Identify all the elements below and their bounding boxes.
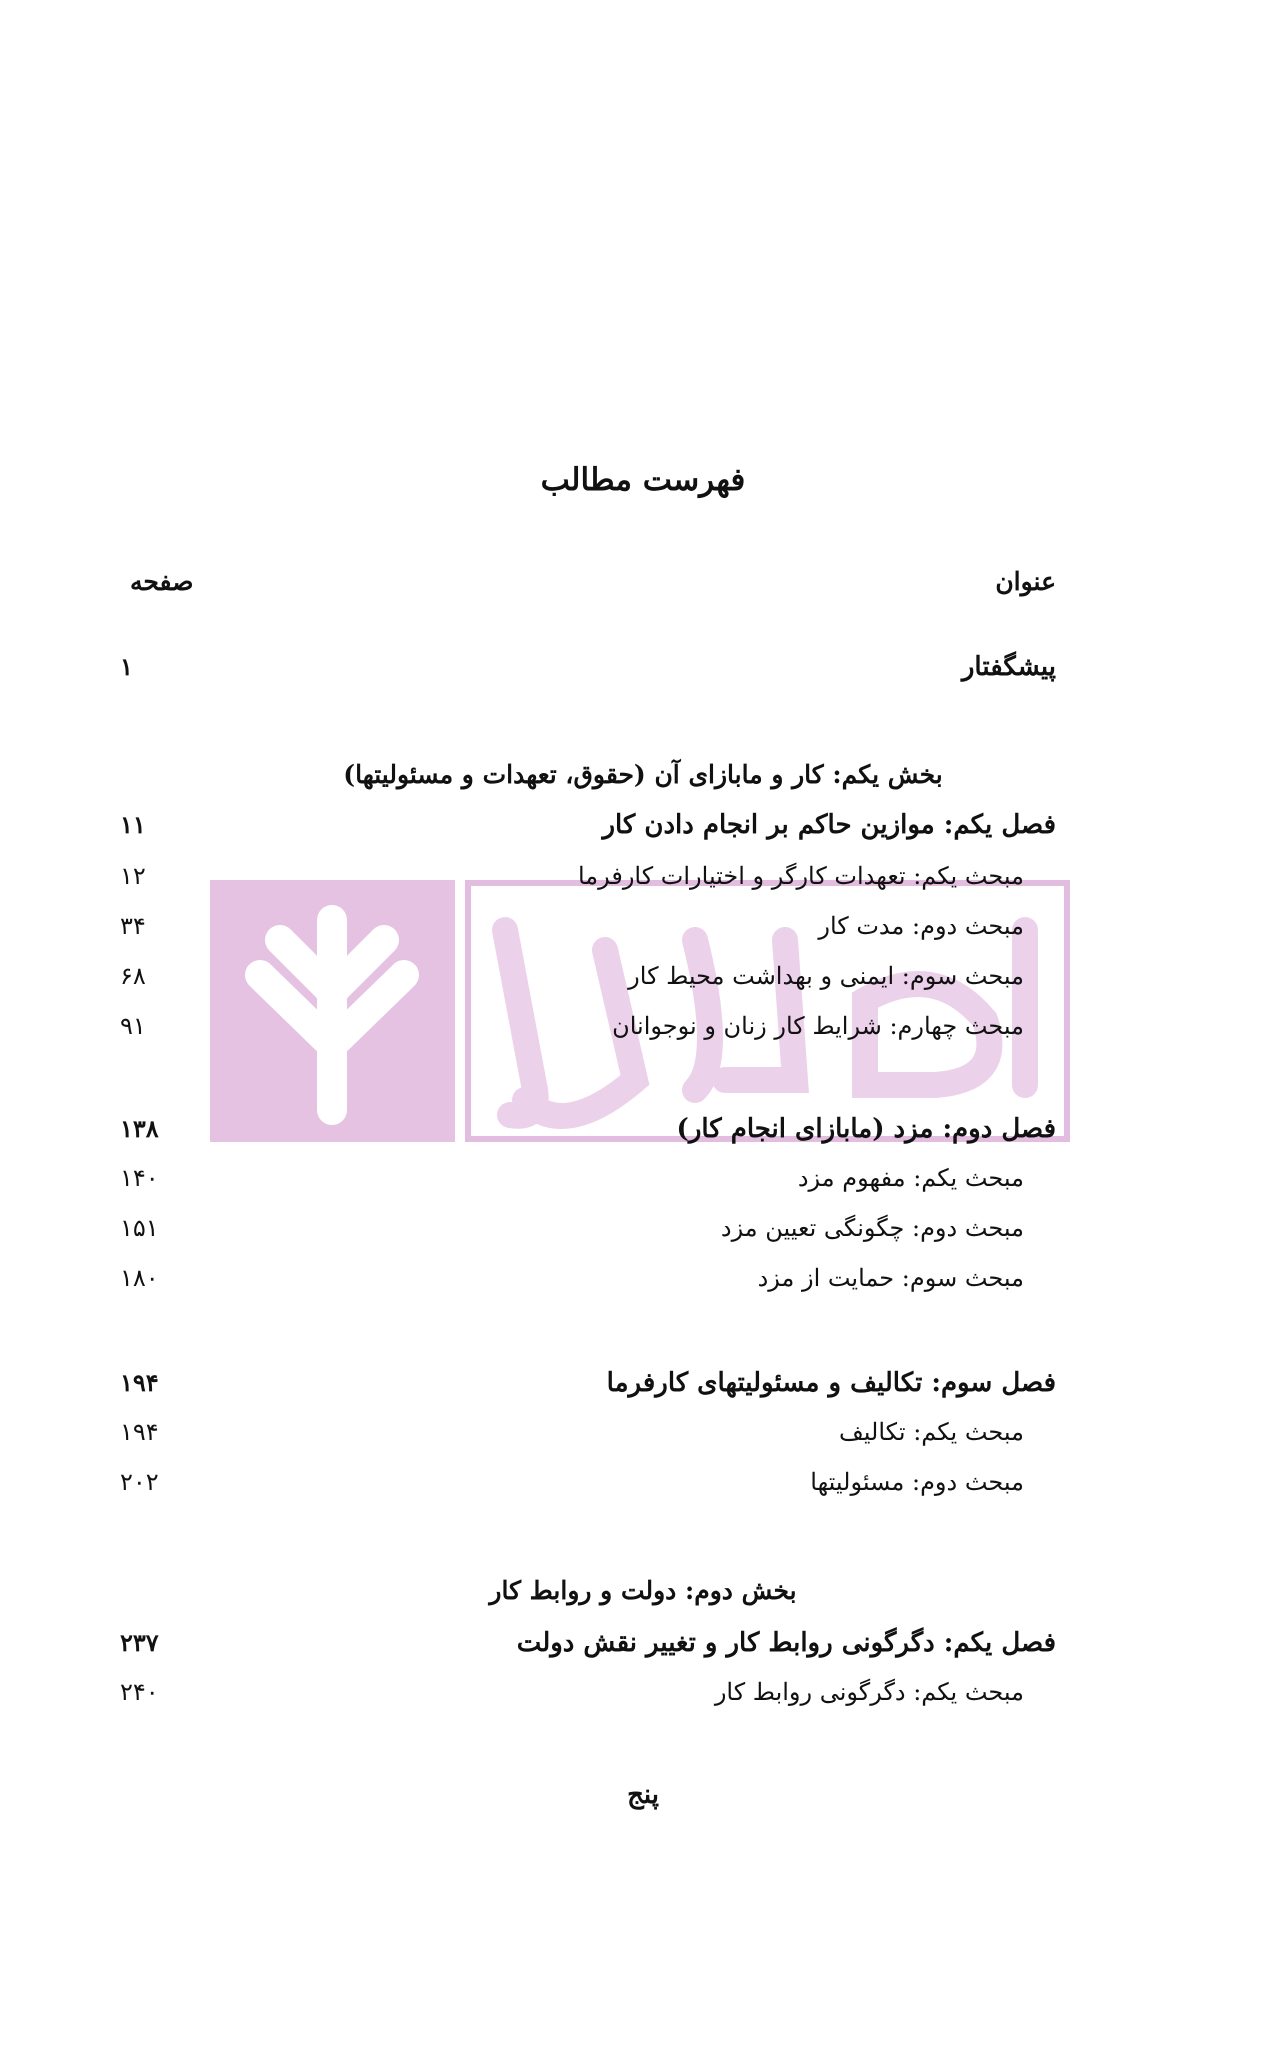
entry-page: ۱۸۰ xyxy=(120,1264,159,1292)
entry-label: مبحث سوم: ایمنی و بهداشت محیط کار xyxy=(628,962,1024,990)
entry-label: مبحث یکم: تکالیف xyxy=(838,1418,1024,1446)
entry-page: ۱۳۸ xyxy=(120,1114,159,1143)
toc-entry-intro xyxy=(0,652,1286,696)
page-number-footer: پنج xyxy=(627,1780,659,1810)
toc-chapter xyxy=(0,1114,1286,1158)
toc-part-heading xyxy=(0,1576,1286,1620)
entry-page: ۲۴۰ xyxy=(120,1678,159,1706)
entry-label: مبحث یکم: دگرگونی روابط کار xyxy=(714,1678,1024,1706)
entry-label: مبحث یکم: مفهوم مزد xyxy=(797,1164,1024,1192)
toc-chapter xyxy=(0,1368,1286,1412)
entry-page: ۱۵۱ xyxy=(120,1214,159,1242)
toc-section xyxy=(0,1678,1286,1722)
toc-section xyxy=(0,962,1286,1006)
entry-label: مبحث دوم: مدت کار xyxy=(818,912,1024,940)
entry-page: ۱۲ xyxy=(120,862,146,890)
entry-page: ۱۹۴ xyxy=(120,1368,159,1397)
entry-label: فصل سوم: تکالیف و مسئولیتهای کارفرما xyxy=(606,1368,1056,1398)
entry-label: مبحث چهارم: شرایط کار زنان و نوجوانان xyxy=(612,1012,1024,1040)
entry-label: مبحث دوم: مسئولیتها xyxy=(810,1468,1024,1496)
entry-page: ۳۴ xyxy=(120,912,146,940)
entry-label: مبحث سوم: حمایت از مزد xyxy=(757,1264,1024,1292)
page-title: فهرست مطالب xyxy=(540,462,746,498)
toc-section xyxy=(0,1214,1286,1258)
toc-section xyxy=(0,1264,1286,1308)
entry-label: مبحث یکم: تعهدات کارگر و اختیارات کارفرما xyxy=(577,862,1024,890)
entry-page: ۹۱ xyxy=(120,1012,146,1040)
toc-chapter xyxy=(0,1628,1286,1672)
toc-section xyxy=(0,1418,1286,1462)
toc-section xyxy=(0,912,1286,956)
entry-label: فصل یکم: دگرگونی روابط کار و تغییر نقش دولت xyxy=(516,1628,1056,1658)
title-column-header: عنوان xyxy=(995,567,1056,596)
part-label: بخش یکم: کار و مابازای آن (حقوق، تعهدات و مسئولیتها) xyxy=(343,760,943,789)
entry-page: ۶۸ xyxy=(120,962,146,990)
toc-section xyxy=(0,1164,1286,1208)
toc-part-heading xyxy=(0,760,1286,804)
entry-page: ۱۱ xyxy=(120,810,146,839)
entry-label: پیشگفتار xyxy=(961,652,1056,682)
entry-page: ۱۴۰ xyxy=(120,1164,159,1192)
toc-chapter xyxy=(0,810,1286,854)
entry-page: ۲۰۲ xyxy=(120,1468,159,1496)
part-label: بخش دوم: دولت و روابط کار xyxy=(489,1576,797,1605)
page-column-header: صفحه xyxy=(130,567,194,596)
toc-section xyxy=(0,1012,1286,1056)
entry-label: فصل یکم: موازین حاکم بر انجام دادن کار xyxy=(602,810,1056,840)
toc-section xyxy=(0,1468,1286,1512)
entry-page: ۱ xyxy=(120,652,133,681)
entry-label: فصل دوم: مزد (مابازای انجام کار) xyxy=(676,1114,1056,1144)
entry-page: ۱۹۴ xyxy=(120,1418,159,1446)
entry-page: ۲۳۷ xyxy=(120,1628,159,1657)
entry-label: مبحث دوم: چگونگی تعیین مزد xyxy=(720,1214,1024,1242)
toc-section xyxy=(0,862,1286,906)
